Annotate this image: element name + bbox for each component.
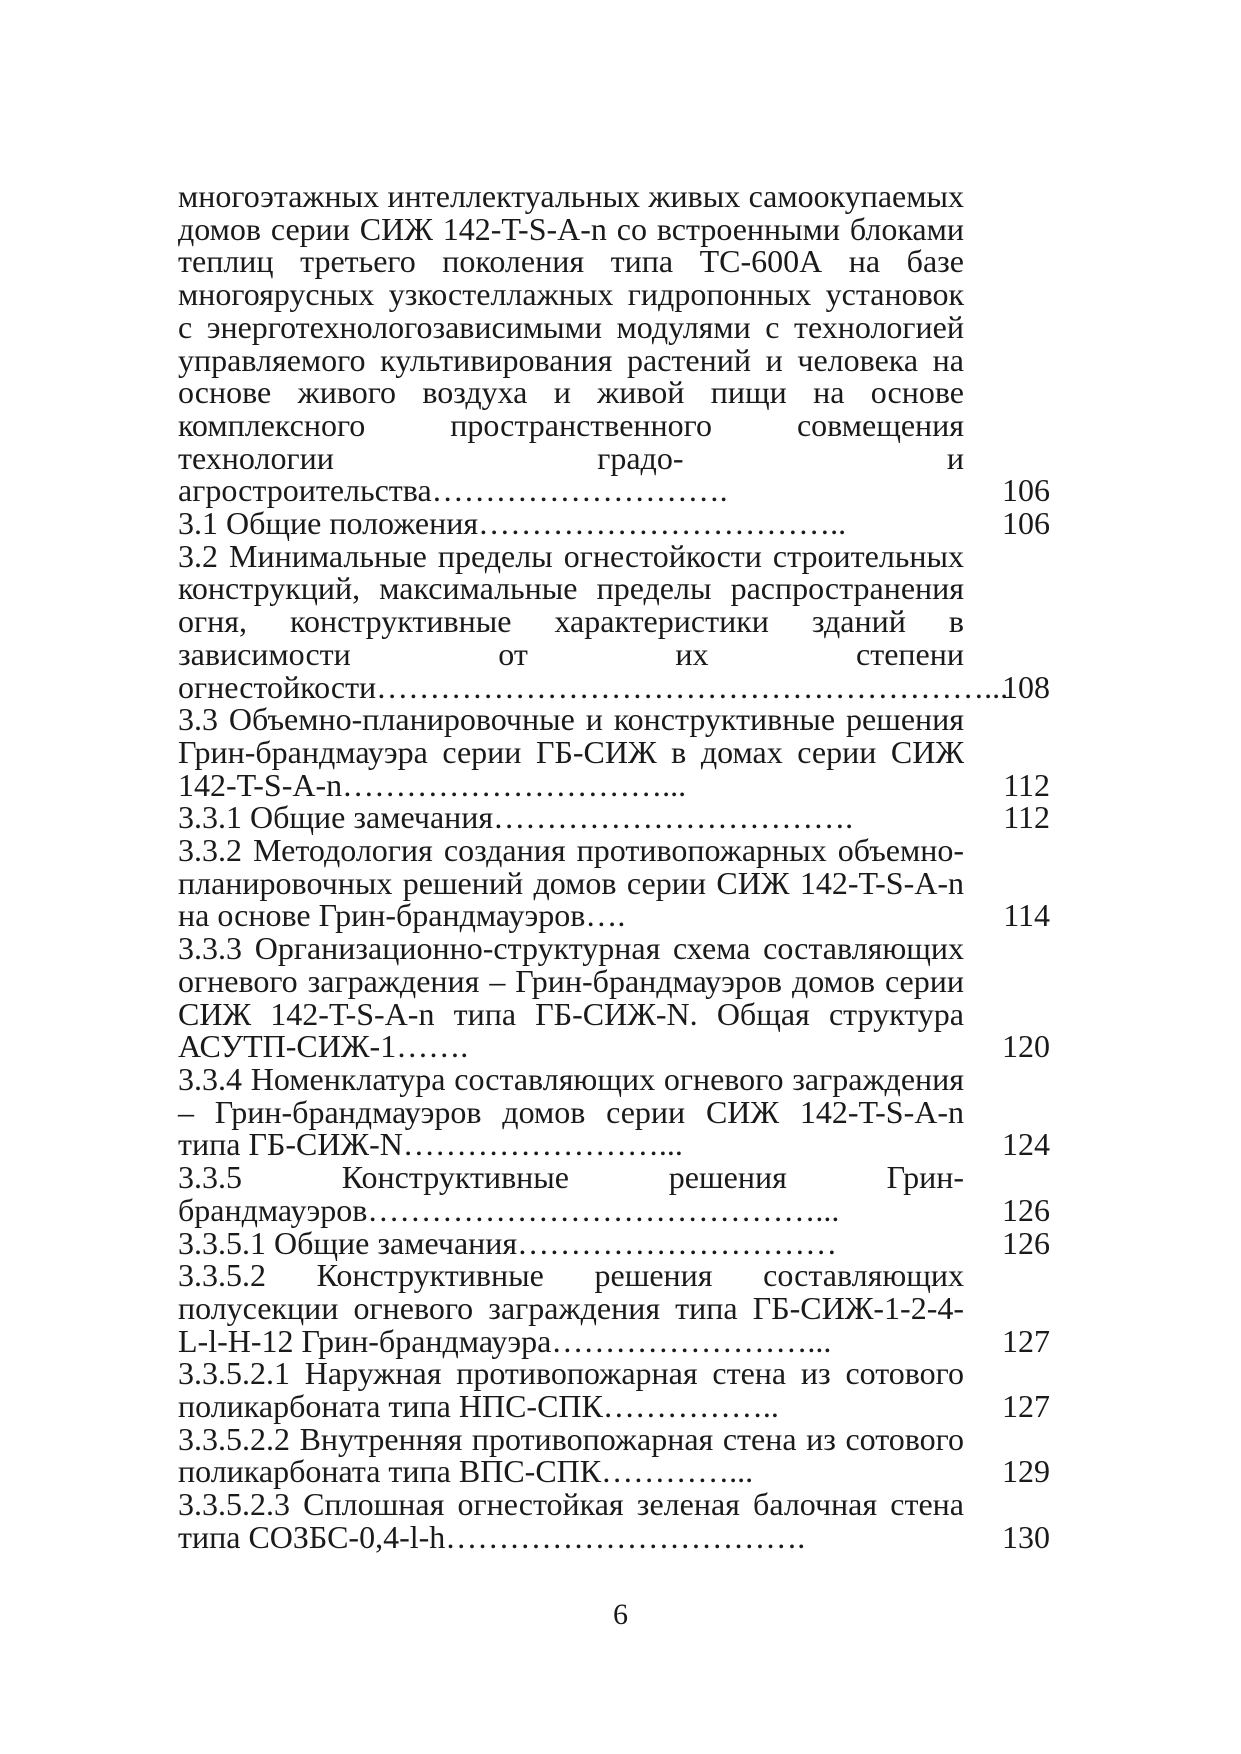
toc-entry-title: 3.3.3 Организационно-структурная схема составляющих огневого заграждения – Грин-брандмауэров домов серии СИЖ 142-T-S-A-n типа ГБ-СИЖ-N. Общая структура АСУТП-СИЖ-1……. — [178, 930, 964, 1065]
page-number: 6 — [613, 1598, 628, 1631]
toc-entry-title: 3.3.5.2 Конструктивные решения составляющих полусекции огневого заграждения типа ГБ-СИЖ-1-2-4-L-l-H-12 Грин-брандмауэра……………………... — [178, 1257, 964, 1359]
toc-entry-title: 3.3.5 Конструктивные решения Грин-брандмауэров……………………………………... — [178, 1159, 964, 1228]
toc-entry — [178, 1355, 1050, 1425]
toc-entry — [178, 180, 1050, 507]
toc-entry — [178, 1488, 1050, 1553]
toc-entry — [178, 1161, 1050, 1226]
toc-entry-page: 120 — [1002, 1028, 1050, 1065]
toc-entry — [178, 1224, 1050, 1261]
toc-entry — [178, 703, 1050, 801]
toc-entry-page: 112 — [1003, 766, 1050, 803]
toc-entry-page: 130 — [1002, 1518, 1050, 1555]
toc-entry-title: многоэтажных интеллектуальных живых самоокупаемых домов серии СИЖ 142-T-S-A-n со встроенными блоками теплиц третьего поколения типа ТС-600А на базе многоярусных узкостеллажных гидропонных установок с энерготехнологозависимыми модулями с технологией управляемого культивирования растений и человека на основе живого воздуха и живой пищи на основе комплексного пространственного совмещения технологии градо- и агростроительства………………………. — [178, 178, 964, 509]
toc-entry-page: 106 — [1002, 505, 1050, 542]
toc-entry — [178, 1420, 1050, 1490]
toc-entry-title: 3.3.4 Номенклатура составляющих огневого заграждения – Грин-брандмауэров домов серии СИЖ 142-T-S-A-n типа ГБ-СИЖ-N……………………... — [178, 1060, 964, 1163]
toc-entry-page: 126 — [1002, 1191, 1050, 1228]
toc-entry-title: 3.2 Минимальные пределы огнестойкости строительных конструкций, максимальные пределы распространения огня, конструктивные характеристики зданий в зависимости от их степени огнестойкости…………………………………………………... — [178, 537, 1009, 705]
toc-entry-page: 108 — [1002, 668, 1050, 705]
toc-entry-title: 3.3.5.1 Общие замечания………………………… — [178, 1224, 838, 1261]
toc-entry-page: 127 — [1002, 1388, 1050, 1425]
toc-entry — [178, 932, 1050, 1063]
toc-entry — [178, 1060, 1050, 1163]
toc-entry-page: 114 — [1003, 897, 1050, 934]
toc-entry-title: 3.1 Общие положения…………………………….. — [178, 505, 847, 542]
toc-entry-page: 112 — [1003, 799, 1050, 836]
toc-entry — [178, 801, 1050, 834]
toc-entry — [178, 537, 1050, 705]
toc-entry-page: 129 — [1002, 1453, 1050, 1490]
toc-entry-title: 3.3.5.2.2 Внутренняя противопожарная стена из сотового поликарбоната типа ВПС-СПК…………... — [178, 1420, 964, 1490]
toc-entry-page: 106 — [1002, 472, 1050, 509]
toc-entry-title: 3.3.2 Методология создания противопожарных объемно-планировочных решений домов серии СИЖ 142-T-S-A-n на основе Грин-брандмауэров…. — [178, 832, 964, 934]
toc-entry-page: 127 — [1002, 1322, 1050, 1359]
toc-entry — [178, 507, 1050, 540]
toc-entry-page: 124 — [1002, 1126, 1050, 1163]
table-of-contents — [178, 180, 1050, 1554]
toc-entry-page: 126 — [1002, 1224, 1050, 1261]
toc-entry — [178, 1259, 1050, 1357]
toc-entry-title: 3.3.5.2.1 Наружная противопожарная стена из сотового поликарбоната типа НПС-СПК…………….. — [178, 1355, 964, 1425]
toc-entry-title: 3.3.5.2.3 Сплошная огнестойкая зеленая балочная стена типа СОЗБС-0,4-l-h……………………………. — [178, 1486, 964, 1555]
toc-entry — [178, 834, 1050, 932]
toc-entry-title: 3.3.1 Общие замечания……………………………. — [178, 799, 854, 836]
toc-entry-title: 3.3 Объемно-планировочные и конструктивные решения Грин-брандмауэра серии ГБ-СИЖ в домах серии СИЖ 142-T-S-A-n…………………………... — [178, 701, 964, 803]
